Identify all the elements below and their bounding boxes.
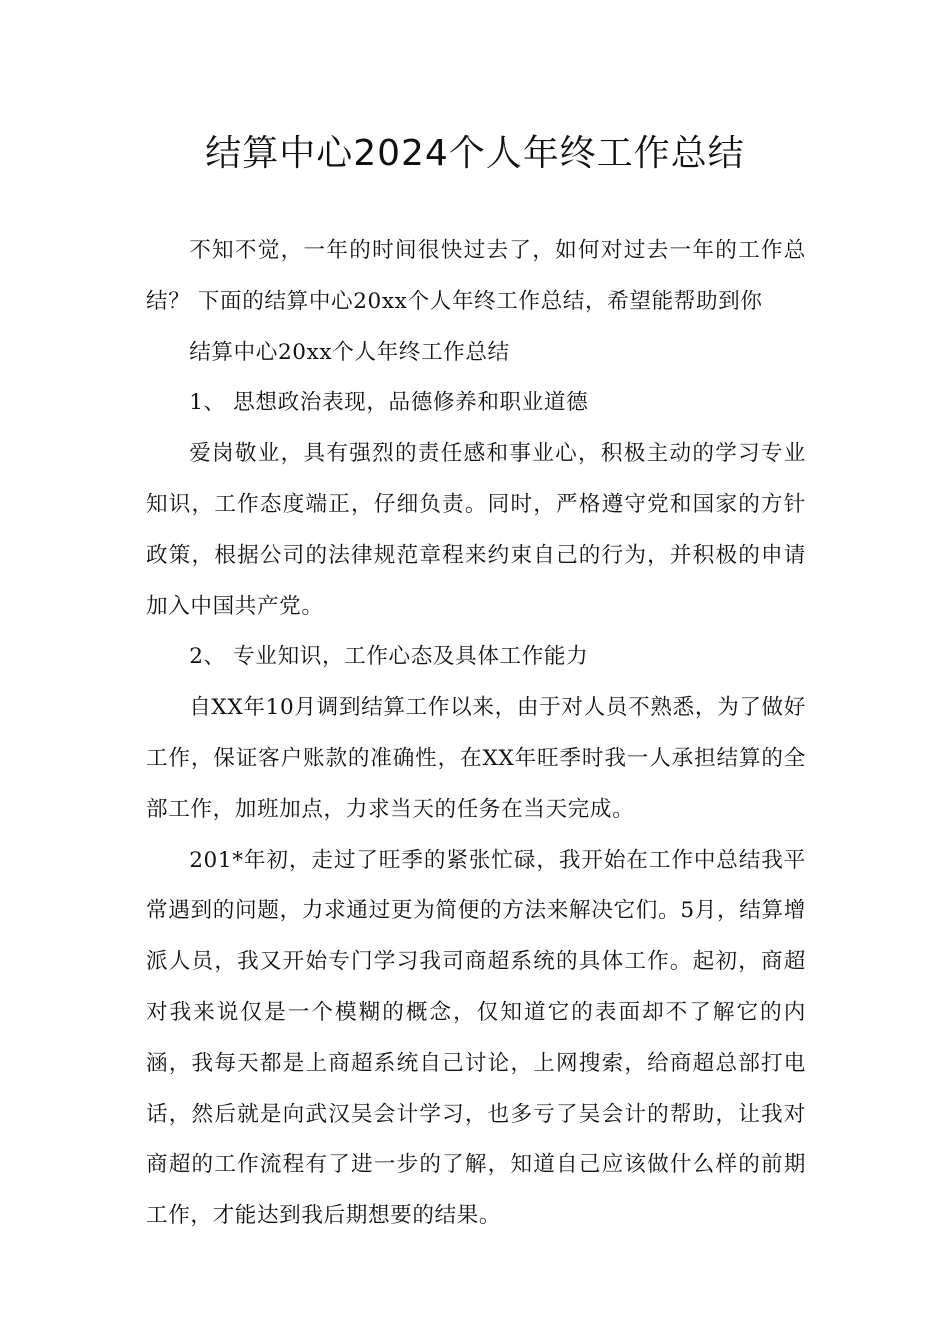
subtitle-line: 结算中心20xx个人年终工作总结: [189, 339, 510, 365]
document-body: [146, 226, 806, 1242]
section-2-paragraph-2: 201*年初，走过了旺季的紧张忙碌，我开始在工作中总结我平常遇到的问题，力求通过更为简便的方法来解决它们。5月，结算增派人员，我又开始专门学习我司商超系统的具体工作。起初，商超对我来说仅是一个模糊的概念，仅知道它的表面却不了解它的内涵，我每天都是上商超系统自己讨论，上网搜索，给商超总部打电话，然后就是向武汉吴会计学习，也多亏了吴会计的帮助，让我对商超的工作流程有了进一步的了解，知道自己应该做什么样的前期工作，才能达到我后期想要的结果。: [146, 847, 806, 1229]
section-1-paragraph: 爱岗敬业，具有强烈的责任感和事业心，积极主动的学习专业知识，工作态度端正，仔细负责。同时，严格遵守党和国家的方针政策，根据公司的法律规范章程来约束自己的行为，并积极的申请加入中国共产党。: [146, 441, 806, 619]
intro-paragraph: 不知不觉，一年的时间很快过去了，如何对过去一年的工作总结？ 下面的结算中心20xx个人年终工作总结，希望能帮助到你: [146, 238, 806, 314]
section-2-paragraph-1: 自XX年10月调到结算工作以来，由于对人员不熟悉，为了做好工作，保证客户账款的准确性，在XX年旺季时我一人承担结算的全部工作，加班加点，力求当天的任务在当天完成。: [146, 695, 806, 822]
section-heading-2: 2、 专业知识，工作心态及具体工作能力: [189, 644, 589, 670]
document-title: 结算中心2024个人年终工作总结: [205, 133, 745, 174]
section-heading-1: 1、 思想政治表现，品德修养和职业道德: [189, 390, 589, 416]
